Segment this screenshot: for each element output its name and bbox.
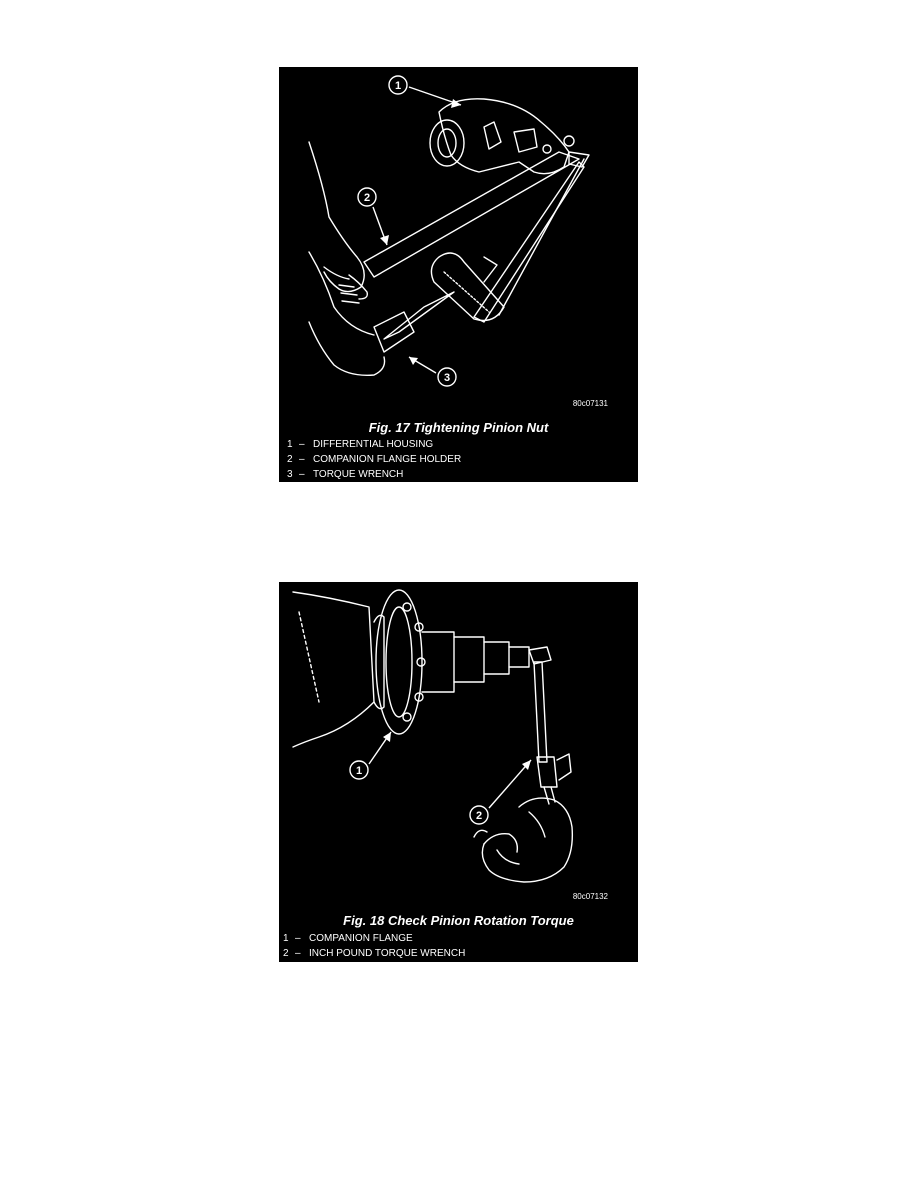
callout-3: 3 (443, 372, 451, 384)
figure-18 (279, 582, 638, 962)
figure-code: 80c07131 (572, 399, 608, 408)
callout-1: 1 (394, 80, 402, 92)
figure-caption: Fig. 17 Tightening Pinion Nut (368, 420, 549, 435)
legend-item: 2 – INCH POUND TORQUE WRENCH (283, 948, 466, 959)
figure-legend (287, 437, 461, 482)
check-pinion-rotation-torque-illustration (279, 582, 638, 902)
figure-caption: Fig. 18 Check Pinion Rotation Torque (343, 913, 574, 928)
callout-1: 1 (355, 765, 363, 777)
figure-17 (279, 67, 638, 482)
figure-legend (283, 931, 465, 961)
legend-item: 1 – DIFFERENTIAL HOUSING (287, 439, 434, 450)
legend-item: 2 – COMPANION FLANGE HOLDER (287, 454, 462, 465)
legend-item: 1 – COMPANION FLANGE (283, 933, 413, 944)
callout-2: 2 (363, 192, 371, 204)
figure-code: 80c07132 (572, 892, 608, 901)
callout-2: 2 (475, 810, 483, 822)
legend-item: 3 – TORQUE WRENCH (287, 469, 404, 480)
tightening-pinion-nut-illustration (279, 67, 638, 407)
